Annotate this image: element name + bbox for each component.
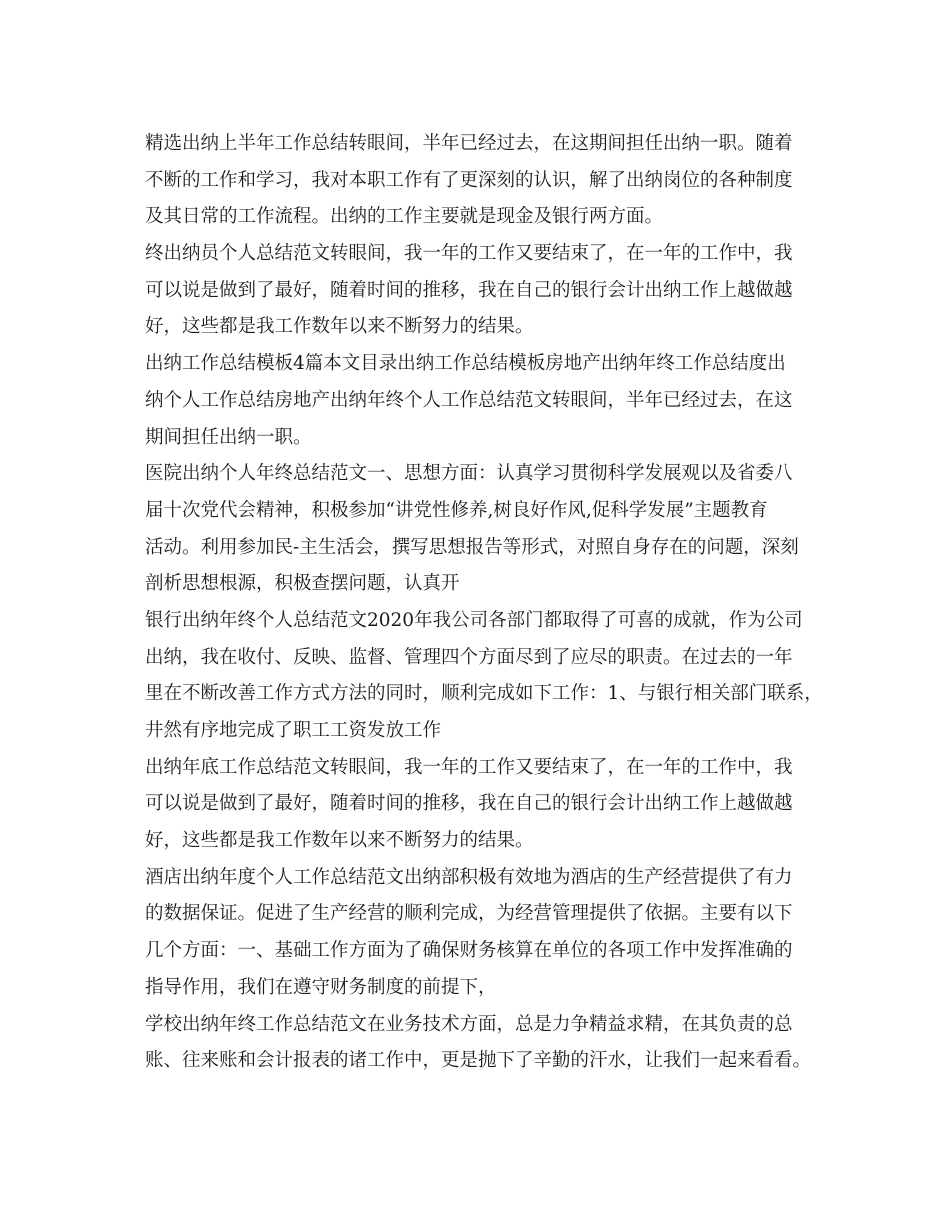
paragraph [145,126,845,236]
text-line: 的数据保证。促进了生产经营的顺利完成，为经营管理提供了依据。主要有以下 [145,903,793,925]
text-line: 井然有序地完成了职工工资发放工作 [145,720,442,741]
document-body [145,126,845,1080]
text-line: 期间担任出纳一职。 [145,426,312,448]
paragraph [145,603,845,750]
text-line: 精选出纳上半年工作总结转眼间，半年已经过去，在这期间担任出纳一职。随着 [145,133,793,154]
text-line: 酒店出纳年度个人工作总结范文出纳部积极有效地为酒店的生产经营提供了有力 [145,866,793,888]
text-line: 可以说是做到了最好，随着时间的推移，我在自己的银行会计出纳工作上越做越 [145,279,793,301]
paragraph [145,346,845,456]
paragraph [145,860,845,1007]
paragraph [145,236,845,346]
text-line: 出纳，我在收付、反映、监督、管理四个方面尽到了应尽的职责。在过去的一年 [145,646,793,668]
text-line: 账、往来账和会计报表的诸工作中，更是抛下了辛勤的汗水，让我们一起来看看。 [145,1050,812,1072]
text-line: 届十次党代会精神，积极参加“讲党性修养,树良好作风,促科学发展”主题教育 [145,499,768,521]
paragraph [145,1007,845,1080]
text-line: 终出纳员个人总结范文转眼间，我一年的工作又要结束了，在一年的工作中，我 [145,243,793,265]
text-line: 银行出纳年终个人总结范文2020年我公司各部门都取得了可喜的成就，作为公司 [145,609,803,631]
text-line: 纳个人工作总结房地产出纳年终个人工作总结范文转眼间，半年已经过去，在这 [145,389,793,411]
text-line: 不断的工作和学习，我对本职工作有了更深刻的认识，解了出纳岗位的各种制度 [145,169,793,191]
text-line: 剖析思想根源，积极查摆问题，认真开 [145,573,460,595]
text-line: 活动。利用参加民-主生活会，撰写思想报告等形式，对照自身存在的问题，深刻 [145,536,799,558]
text-line: 学校出纳年终工作总结范文在业务技术方面，总是力争精益求精，在其负责的总 [145,1013,793,1035]
text-line: 几个方面：一、基础工作方面为了确保财务核算在单位的各项工作中发挥准确的 [145,940,793,962]
text-line: 医院出纳个人年终总结范文一、思想方面：认真学习贯彻科学发展观以及省委八 [145,463,793,485]
text-line: 好，这些都是我工作数年以来不断努力的结果。 [145,830,534,852]
paragraph [145,456,845,603]
paragraph [145,750,845,860]
text-line: 里在不断改善工作方式方法的同时，顺利完成如下工作：1、与银行相关部门联系， [145,683,823,705]
text-line: 可以说是做到了最好，随着时间的推移，我在自己的银行会计出纳工作上越做越 [145,793,793,815]
text-line: 好，这些都是我工作数年以来不断努力的结果。 [145,316,534,338]
text-line: 指导作用，我们在遵守财务制度的前提下， [145,976,497,998]
text-line: 出纳工作总结模板4篇本文目录出纳工作总结模板房地产出纳年终工作总结度出 [145,353,786,375]
text-line: 及其日常的工作流程。出纳的工作主要就是现金及银行两方面。 [145,206,664,228]
text-line: 出纳年底工作总结范文转眼间，我一年的工作又要结束了，在一年的工作中，我 [145,756,793,778]
